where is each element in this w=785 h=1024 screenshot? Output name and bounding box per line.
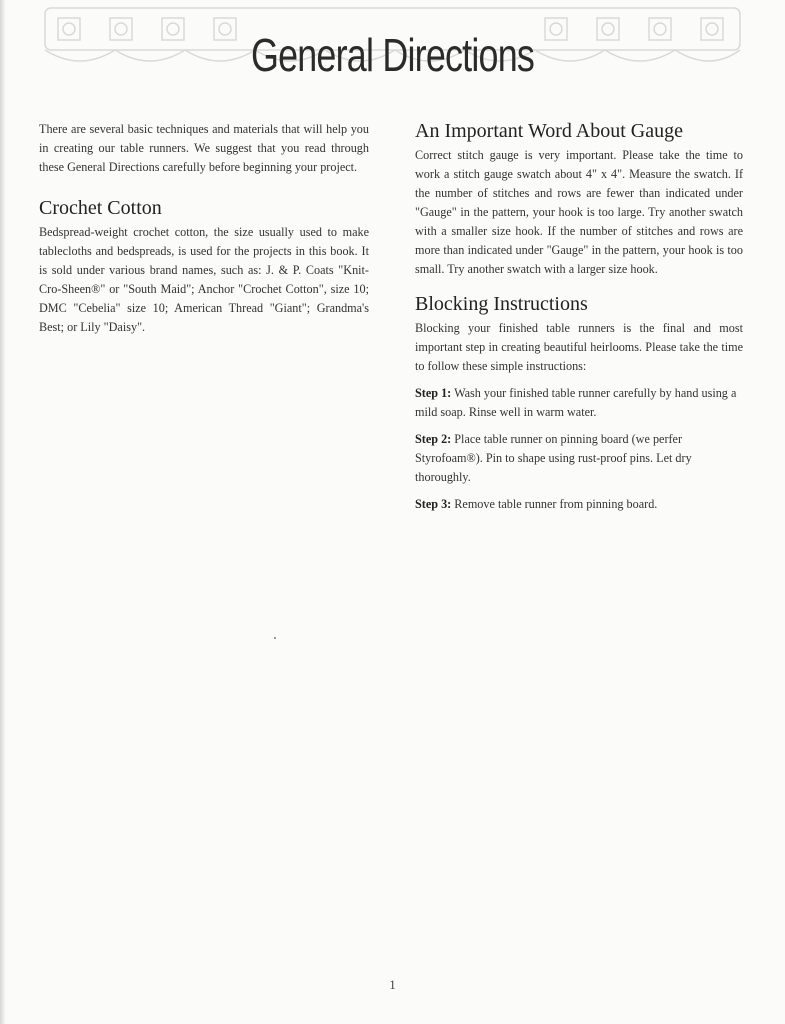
left-column [39,120,369,337]
blocking-step-1 [415,384,743,422]
blocking-paragraph: Blocking your finished table runners is the final and most important step in creating beautiful heirlooms. Please take the time to follow these simple instructions: [415,321,743,373]
right-column [415,120,743,514]
step-text: Place table runner on pinning board (we perfer Styrofoam®). Pin to shape using rust-proof pins. Let dry thoroughly. [415,432,692,484]
step-label: Step 2: [415,432,452,446]
crochet-cotton-heading: Crochet Cotton [39,197,162,219]
gauge-paragraph: Correct stitch gauge is very important. Please take the time to work a stitch gauge swatch about 4" x 4". Measure the swatch. If the number of stitches and rows are fewer than indicated under "Gauge" in the pattern, your hook is too large. Try another swatch with a smaller size hook. If the number of stitches and rows are more than indicated under "Gauge" in the pattern, your hook is too small. Try another swatch with a larger size hook. [415,148,743,276]
crochet-cotton-paragraph: Bedspread-weight crochet cotton, the size usually used to make tablecloths and bedspreads, is used for the projects in this book. It is sold under various brand names, such as: J. & P. Coats "Knit-Cro-Sheen®" or "South Maid"; Anchor "Crochet Cotton", size 10; DMC "Cebelia" size 10; American Thread "Giant"; Grandma's Best; or Lily "Daisy". [39,225,369,334]
step-text: Remove table runner from pinning board. [454,497,658,511]
scan-speck [274,637,276,639]
step-label: Step 3: [415,497,452,511]
page-number: 1 [389,977,396,992]
step-label: Step 1: [415,386,452,400]
blocking-heading: Blocking Instructions [415,293,588,315]
gauge-heading: An Important Word About Gauge [415,120,683,142]
blocking-step-3 [415,495,743,514]
binding-shadow [0,0,6,1024]
intro-paragraph: There are several basic techniques and materials that will help you in creating our table runners. We suggest that you read through these General Directions carefully before beginning your project. [39,122,369,174]
blocking-step-2 [415,430,743,487]
page-title: General Directions [250,29,535,81]
step-text: Wash your finished table runner carefully by hand using a mild soap. Rinse well in warm water. [415,386,737,419]
